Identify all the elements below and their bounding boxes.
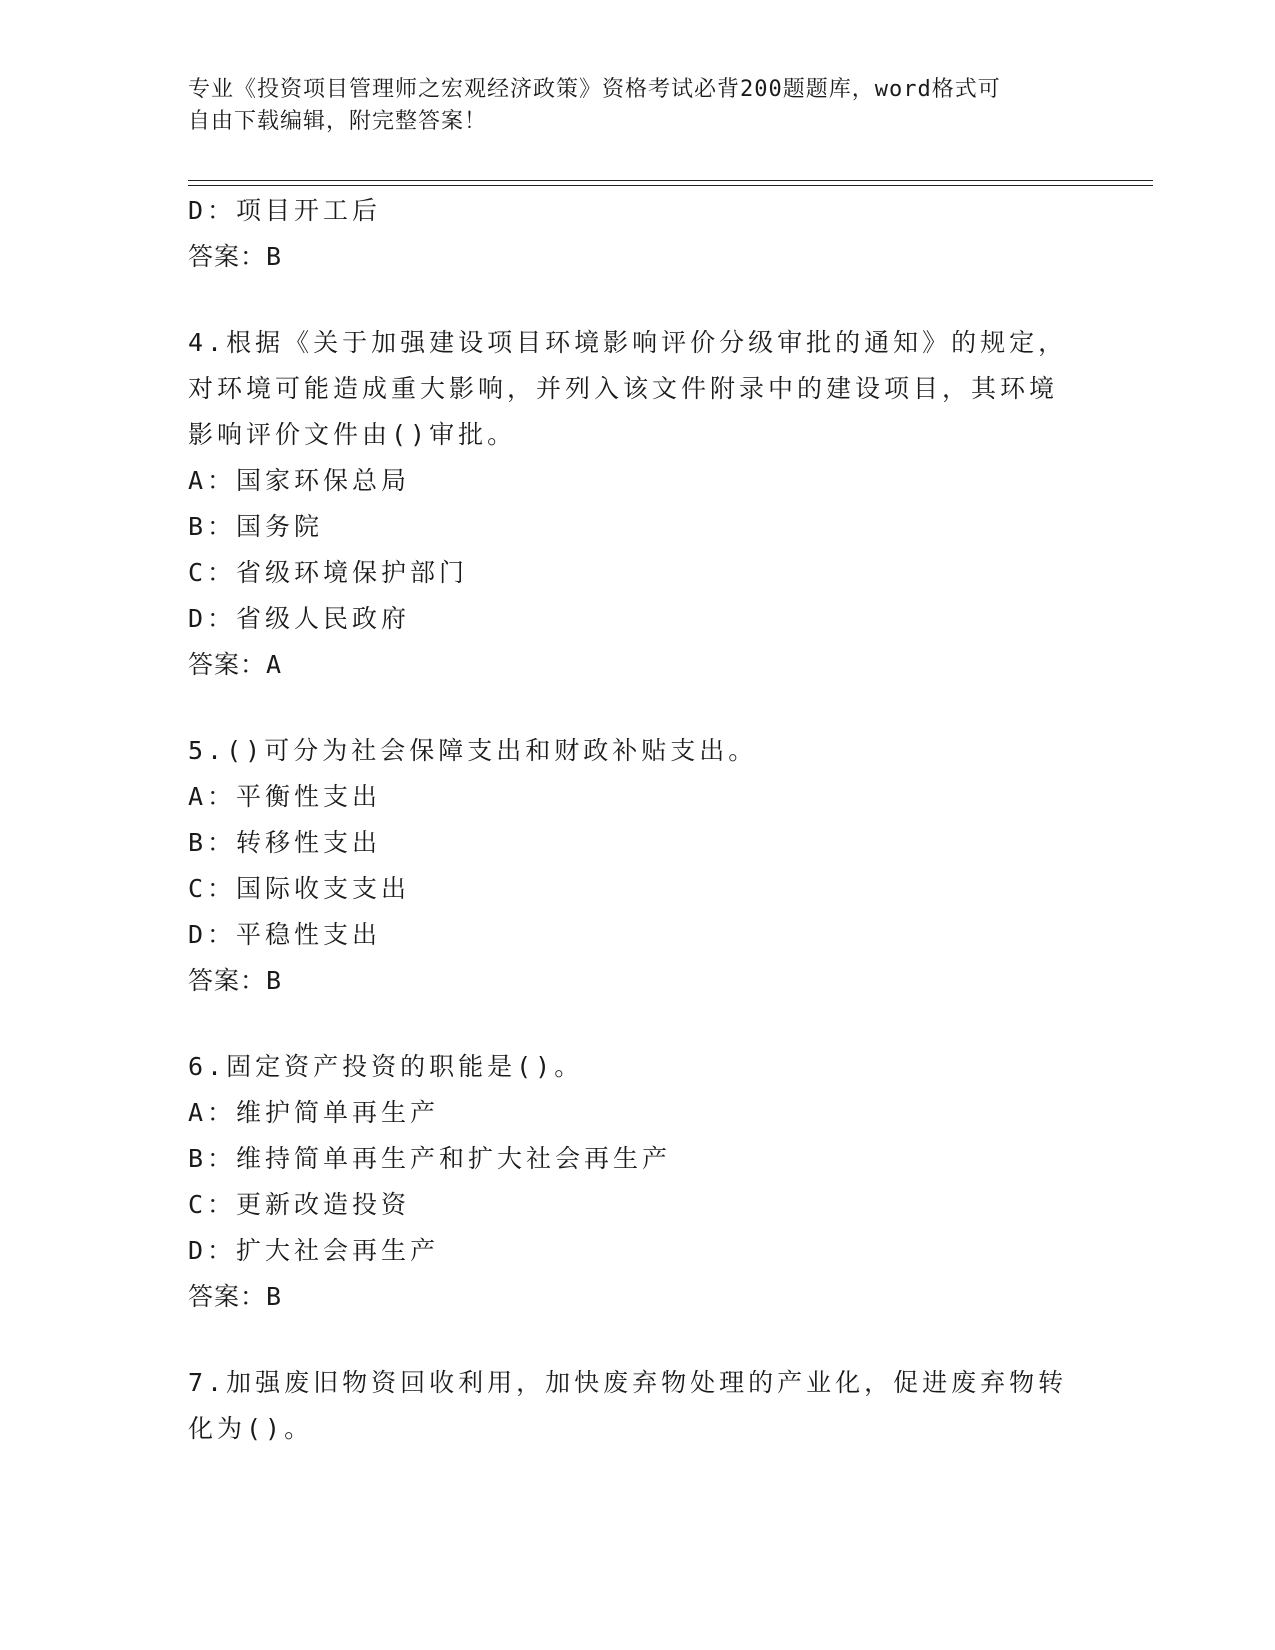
option-line: B：国务院 bbox=[188, 512, 324, 541]
question-text: 4.根据《关于加强建设项目环境影响评价分级审批的通知》的规定， bbox=[188, 328, 1068, 357]
question-text: 6.固定资产投资的职能是()。 bbox=[188, 1052, 584, 1081]
option-line: C：省级环境保护部门 bbox=[188, 558, 469, 587]
answer-line: 答案：B bbox=[188, 966, 283, 995]
answer-line: 答案：A bbox=[188, 650, 283, 679]
header-divider bbox=[188, 180, 1153, 181]
header-divider bbox=[188, 185, 1153, 186]
option-line: A：维护简单再生产 bbox=[188, 1098, 440, 1127]
header-line: 自由下载编辑，附完整答案！ bbox=[188, 109, 488, 134]
option-line: A：国家环保总局 bbox=[188, 466, 411, 495]
header-line: 专业《投资项目管理师之宏观经济政策》资格考试必背200题题库，word格式可 bbox=[188, 77, 1001, 102]
option-line: C：国际收支支出 bbox=[188, 874, 411, 903]
question-text: 影响评价文件由()审批。 bbox=[188, 420, 517, 449]
option-line: A：平衡性支出 bbox=[188, 782, 382, 811]
option-line: B：转移性支出 bbox=[188, 828, 382, 857]
question-text: 对环境可能造成重大影响，并列入该文件附录中的建设项目，其环境 bbox=[188, 374, 1059, 403]
option-line: D：平稳性支出 bbox=[188, 920, 382, 949]
option-line: B：维持简单再生产和扩大社会再生产 bbox=[188, 1144, 672, 1173]
document-header bbox=[188, 74, 1068, 138]
question-text: 7.加强废旧物资回收利用，加快废弃物处理的产业化，促进废弃物转 bbox=[188, 1368, 1068, 1397]
option-line: D：省级人民政府 bbox=[188, 604, 411, 633]
answer-line: 答案：B bbox=[188, 1282, 283, 1311]
question-text: 5.()可分为社会保障支出和财政补贴支出。 bbox=[188, 736, 758, 765]
option-line: D：扩大社会再生产 bbox=[188, 1236, 440, 1265]
question-list bbox=[188, 188, 1088, 1452]
option-line: D：项目开工后 bbox=[188, 196, 382, 225]
question-text: 化为()。 bbox=[188, 1414, 314, 1443]
option-line: C：更新改造投资 bbox=[188, 1190, 411, 1219]
answer-line: 答案：B bbox=[188, 242, 283, 271]
